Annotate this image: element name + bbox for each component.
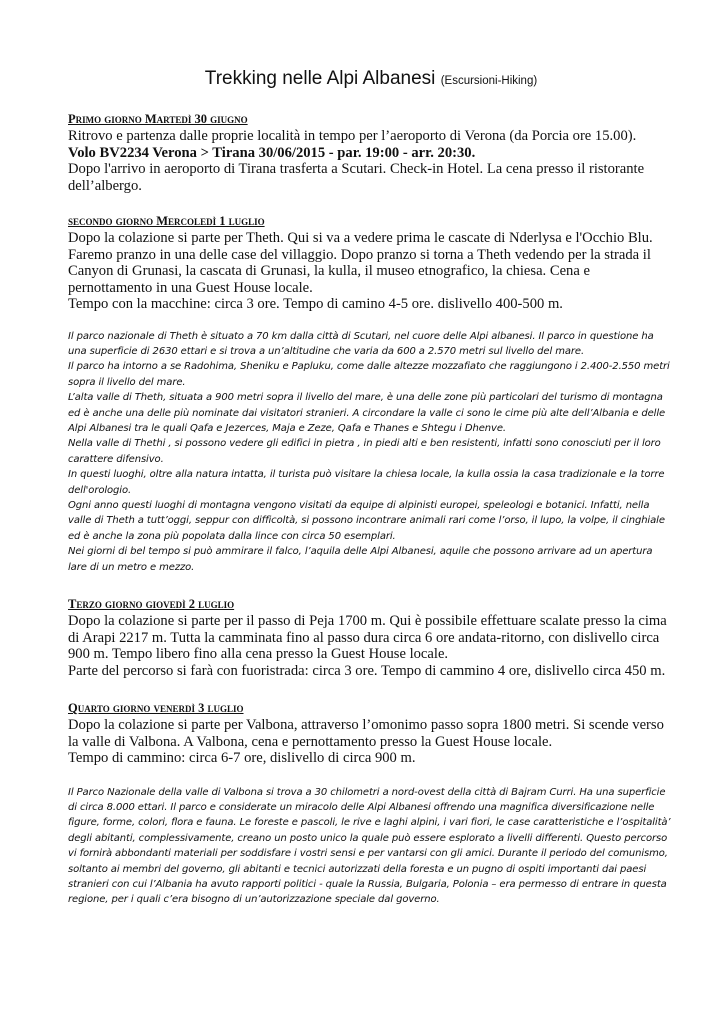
note-paragraph: Nella valle di Thethi , si possono vedere gli edifici in pietra , in piedi alti e ben resistenti, infatti sono conosciuti per il loro carattere difensivo. [68, 438, 661, 465]
day3-heading: Terzo giorno giovedì 2 luglio [68, 597, 235, 611]
day2-line: Tempo con la macchine: circa 3 ore. Tempo di camino 4-5 ore. dislivello 400-500 m. [68, 296, 563, 312]
note-paragraph: Il Parco Nazionale della valle di Valbona si trova a 30 chilometri a nord-ovest della città di Bajram Curri. Ha una superficie di circa 8.000 ettari. Il parco e considerate un miracolo delle Alpi Albanesi offrendo una magnifica diversificazione nelle figure, forme, colori, flora e fauna. Le foreste e pascoli, le rive e laghi alpini, i vari fiori, le case caratteristiche e l’ospitalità’ degli abitanti, complessivamente, creano un posto unico la quale può essere esplorato a livelli differenti. Questo percorso vi fornirà abbondanti materiali per soddisfare i vostri sensi e per vantarsi con gli amici. Durante il periodo del comunismo, soltanto ai membri del governo, gli abitanti e tecnici autorizzati della foresta e un pugno di ospiti importanti dai paesi stranieri con cui l’Albania ha avuto rapporti politici - quale la Russia, Bulgaria, Polonia – era permesso di entrare in questa regione, per i quali c’era bisogno di un’autorizzazione speciale dal governo. [68, 786, 671, 906]
day1-line: Ritrovo e partenza dalle proprie località in tempo per l’aeroporto di Verona (da Porcia ore 15.00). [68, 128, 637, 144]
title-subtitle: (Escursioni-Hiking) [440, 75, 538, 87]
title-main: Trekking nelle Alpi Albanesi [204, 68, 436, 89]
day3-line: Parte del percorso si farà con fuoristrada: circa 3 ore. Tempo di cammino 4 ore, dislivello circa 450 m. [68, 662, 666, 679]
day4-section [68, 701, 674, 767]
note-paragraph: Il parco ha intorno a se Radohima, Sheniku e Papluku, come dalle altezze mozzafiato che raggiungono i 2.400-2.550 metri sopra il livello del mare. [68, 361, 670, 388]
note-paragraph: Nei giorni di bel tempo si può ammirare il falco, l’aquila delle Alpi Albanesi, aquile che possono arrivare ad un apertura lare di un metro e mezzo. [68, 546, 653, 573]
day2-heading: secondo giorno Mercoledì 1 luglio [68, 214, 265, 228]
document-title [68, 0, 674, 94]
theth-park-note [68, 329, 674, 576]
day1-flight-line: Volo BV2234 Verona > Tirana 30/06/2015 - par. 19:00 - arr. 20:30. [68, 144, 476, 161]
day1-section [68, 112, 674, 194]
day3-line: Dopo la colazione si parte per il passo di Peja 1700 m. Qui è possibile effettuare scalate presso la cima di Arapi 2217 m. Tutta la camminata fino al passo dura circa 6 ore andata-ritorno, con dislivello circa 900 m. Tempo libero fino alla cena presso la Guest House locale. [68, 613, 667, 662]
day1-line: Dopo l'arrivo in aeroporto di Tirana trasferta a Scutari. Check-in Hotel. La cena presso il ristorante dell’albergo. [68, 161, 645, 194]
day3-section [68, 597, 674, 679]
day4-line: Tempo di cammino: circa 6-7 ore, dislivello di circa 900 m. [68, 750, 416, 766]
day2-section [68, 214, 674, 313]
note-paragraph: In questi luoghi, oltre alla natura intatta, il turista può visitare la chiesa locale, la kulla ossia la casa tradizionale e la torre dell'orologio. [68, 469, 665, 496]
day4-line: Dopo la colazione si parte per Valbona, attraverso l’omonimo passo sopra 1800 metri. Si scende verso la valle di Valbona. A Valbona, cena e pernottamento presso la Guest House locale. [68, 717, 664, 750]
day4-heading: Quarto giorno venerdì 3 luglio [68, 701, 244, 715]
note-paragraph: Il parco nazionale di Theth è situato a 70 km dalla città di Scutari, nel cuore delle Alpi albanesi. Il parco in questione ha una superficie di 2630 ettari e si trova a un’altitudine che varia da 600 a 2.570 metri sul livello del mare. [68, 330, 654, 357]
note-paragraph: Ogni anno questi luoghi di montagna vengono visitati da equipe di alpinisti europei, speleologi e botanici. Infatti, nella valle di Theth a tutt’oggi, seppur con difficoltà, si possono incontrare animali rari come l’orso, il lupo, la volpe, il cinghiale ed è anche la zona più popolata dalla lince con circa 50 esemplari. [68, 499, 665, 542]
valbona-park-note [68, 785, 674, 908]
day1-heading: Primo giorno Martedì 30 giugno [68, 112, 248, 126]
day2-line: Dopo la colazione si parte per Theth. Qui si va a vedere prima le cascate di Nderlysa e l'Occhio Blu. Faremo pranzo in una delle case del villaggio. Dopo pranzo si torna a Theth vedendo per la strada il Canyon di Grunasi, la cascata di Grunasi, la kulla, il museo etnografico, la chiesa. Cena e pernottamento in una Guest House locale. [68, 230, 653, 296]
note-paragraph: L’alta valle di Theth, situata a 900 metri sopra il livello del mare, è una delle zone più particolari del turismo di montagna ed è anche una delle più nominate dai visitatori stranieri. A circondare la valle ci sono le cime più alte dell’Albania e delle Alpi Albanesi tra le quali Qafa e Jezerces, Maja e Zeze, Qafa e Thanes e Shtegu i Dhenve. [68, 392, 666, 434]
